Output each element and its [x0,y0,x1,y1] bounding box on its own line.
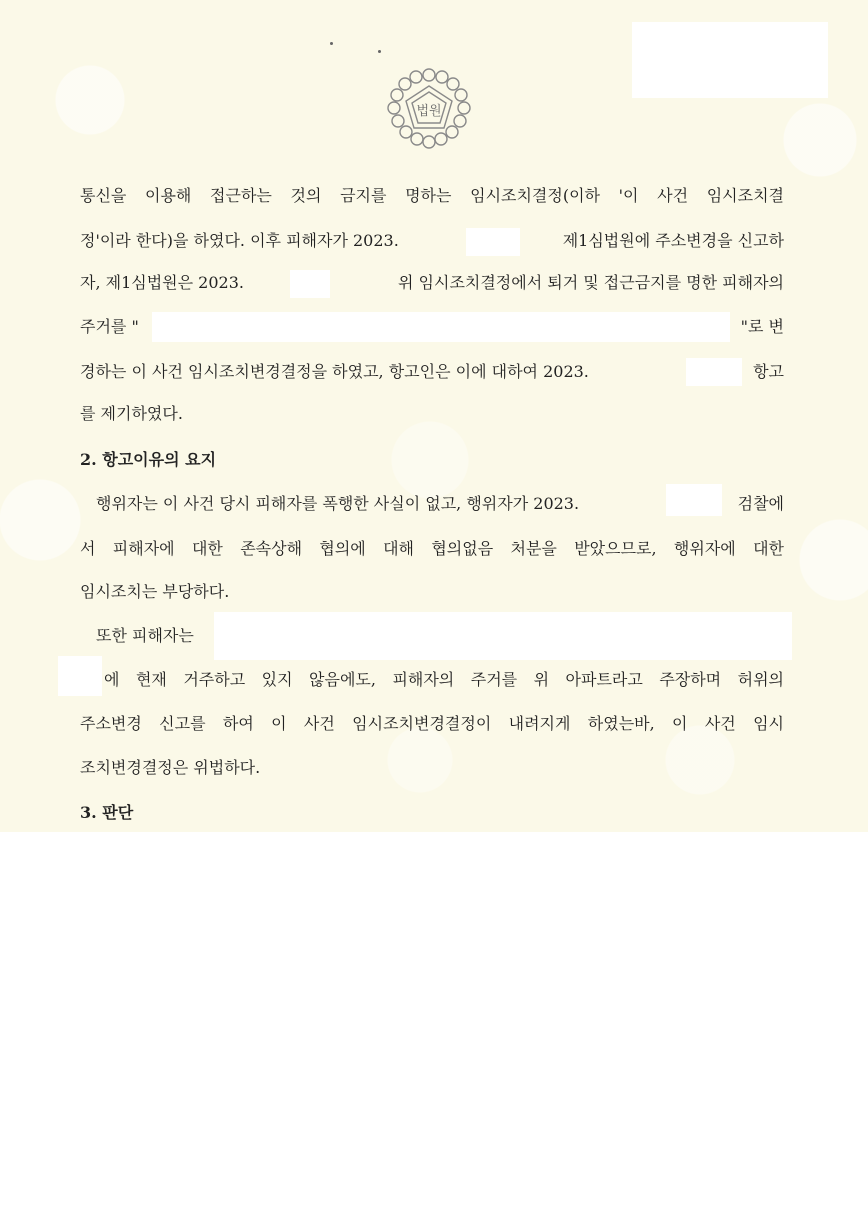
redaction-box [686,358,742,386]
body-text-line: 조치변경결정은 위법하다. [80,758,261,777]
court-seal [386,66,472,150]
body-text-line: 서 피해자에 대한 존속상해 협의에 대해 협의없음 처분을 받았으므로, 행위자에 대한 [80,539,784,558]
redaction-box [632,22,828,98]
body-text-line: 제1심법원에 주소변경을 신고하 [562,231,784,250]
section-heading: 3. 판단 [80,803,134,822]
body-text-line: 에 현재 거주하고 있지 않음에도, 피해자의 주거를 위 아파트라고 주장하며 허위의 [104,670,784,689]
body-text-line: 를 제기하였다. [80,404,183,423]
body-text-line: 위 임시조치결정에서 퇴거 및 접근금지를 명한 피해자의 [397,273,784,292]
body-text-line: 정'이라 한다)을 하였다. 이후 피해자가 2023. [80,231,399,250]
redaction-box [666,484,722,516]
redaction-box [58,656,102,696]
redaction-box [152,312,730,342]
body-text-line: 검찰에 [737,494,784,513]
body-text-line: 주거를 " [80,317,139,336]
body-text-line: 행위자는 이 사건 당시 피해자를 폭행한 사실이 없고, 행위자가 2023. [96,494,580,513]
scan-speck [378,50,381,53]
body-text-line: 경하는 이 사건 임시조치변경결정을 하였고, 항고인은 이에 대하여 2023. [80,362,589,381]
body-text-line: 통신을 이용해 접근하는 것의 금지를 명하는 임시조치결정(이하 '이 사건 임시조치결 [80,186,784,205]
section-heading: 2. 항고이유의 요지 [80,450,217,469]
redaction-box [466,228,520,256]
body-text-line: 임시조치는 부당하다. [80,582,230,601]
body-text-line: 항고 [753,362,784,381]
body-text-line: "로 변 [740,317,784,336]
body-text-line: 주소변경 신고를 하여 이 사건 임시조치변경결정이 내려지게 하였는바, 이 사건 임시 [80,714,784,733]
redaction-box [290,270,330,298]
body-text-line: 또한 피해자는 [96,626,194,645]
scan-speck [330,42,333,45]
seal-label: 법원 [416,103,442,119]
body-text-line: 자, 제1심법원은 2023. [80,273,244,292]
redaction-box [214,612,792,660]
